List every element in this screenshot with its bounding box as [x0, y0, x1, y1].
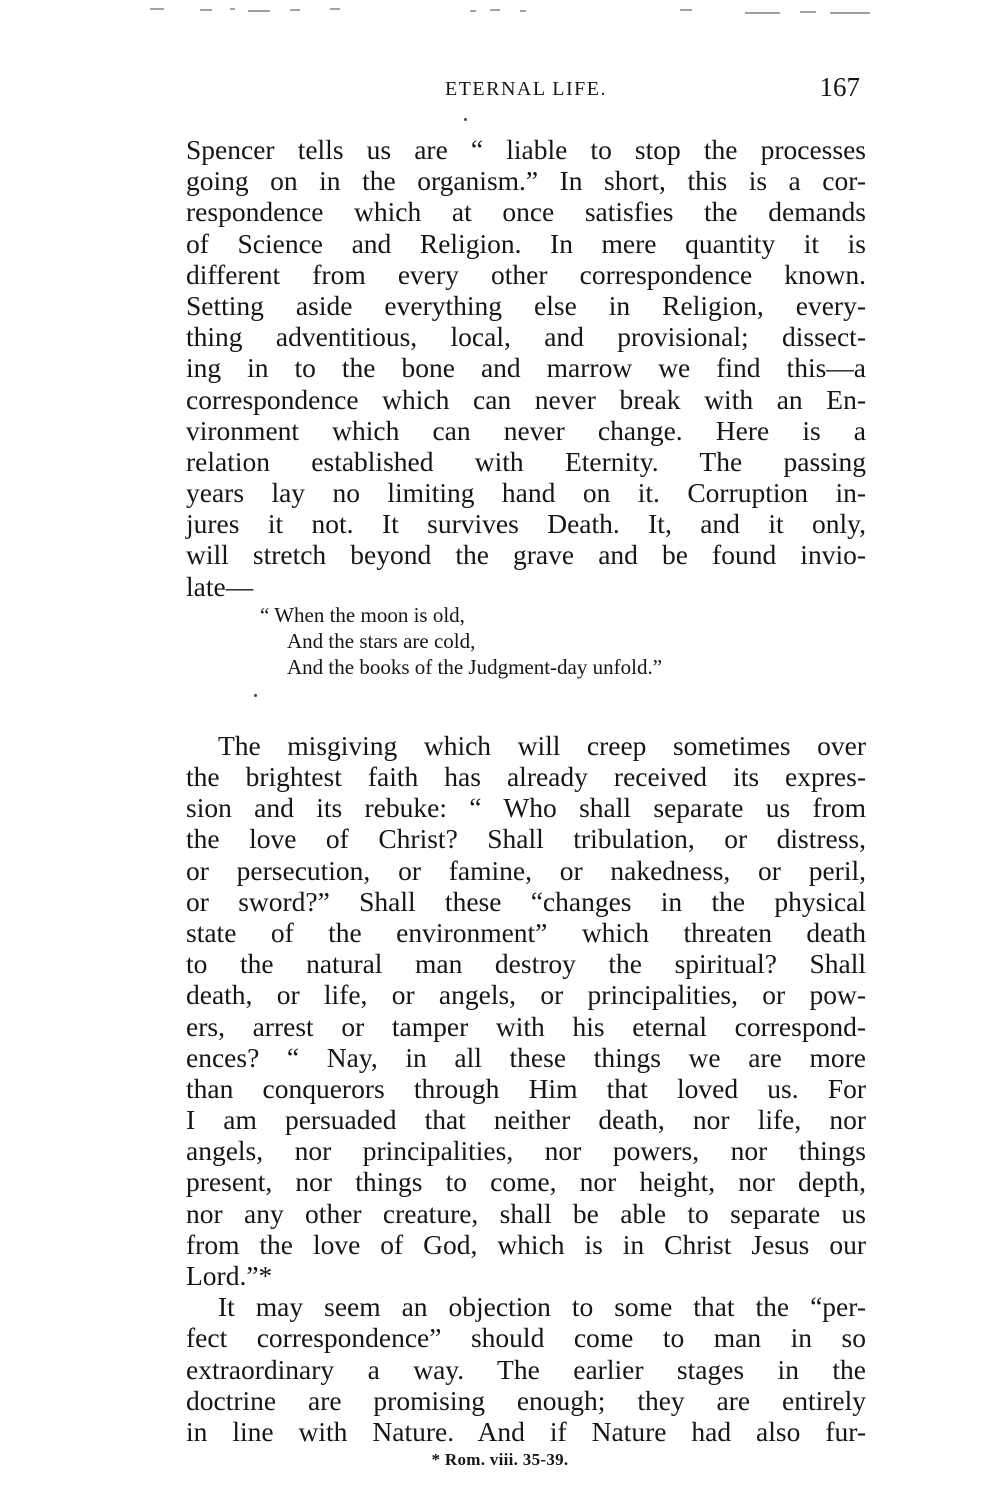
text-line: Lord.”* — [186, 1260, 273, 1291]
body-text — [186, 134, 866, 1447]
text-line: vironment which can never change. Here is a — [186, 414, 866, 446]
text-line: state of the environment” which threaten death — [186, 916, 866, 948]
text-line: late— — [186, 570, 254, 602]
scan-speck — [464, 118, 467, 121]
running-head — [186, 72, 866, 112]
paragraph-3 — [186, 1291, 866, 1447]
text-line: It may seem an objection to some that the “per- — [218, 1291, 866, 1323]
text-line: the love of Christ? Shall tribulation, or distress, — [186, 823, 866, 855]
poem-line: “ When the moon is old, — [260, 602, 465, 627]
text-line: ers, arrest or tamper with his eternal correspond- — [186, 1010, 866, 1042]
text-line: thing adventitious, local, and provisional; dissect- — [186, 321, 866, 353]
text-line: than conquerors through Him that loved us. For — [186, 1072, 866, 1104]
text-line: The misgiving which will creep sometimes over — [218, 729, 866, 761]
poem-line: And the stars are cold, — [287, 628, 476, 653]
text-line: death, or life, or angels, or principalities, or pow- — [186, 979, 866, 1011]
footnote: * Rom. viii. 35-39. — [431, 1450, 569, 1469]
paragraph-2 — [186, 730, 866, 1291]
text-line: of Science and Religion. In mere quantity it is — [186, 227, 866, 259]
poem-line: And the books of the Judgment-day unfold.” — [287, 654, 663, 679]
text-line: relation established with Eternity. The passing — [186, 445, 866, 477]
text-line: different from every other correspondence known. — [186, 258, 866, 290]
text-line: I am persuaded that neither death, nor life, nor — [186, 1104, 866, 1136]
page-number: 167 — [819, 72, 860, 102]
text-line: or persecution, or famine, or nakedness, or peril, — [186, 854, 866, 886]
paragraph-1 — [186, 134, 866, 602]
text-line: respondence which at once satisfies the demands — [186, 196, 866, 228]
text-line: the brightest faith has already received its expres- — [186, 761, 866, 792]
text-line: from the love of God, which is in Christ Jesus our — [186, 1228, 866, 1260]
text-line: Spencer tells us are “ liable to stop the processes — [186, 134, 866, 165]
text-line: going on in the organism.” In short, this is a cor- — [186, 165, 866, 197]
text-line: fect correspondence” should come to man in so — [186, 1322, 866, 1354]
poem-quote — [186, 602, 866, 680]
scan-edge-marks — [140, 6, 880, 16]
text-line: correspondence which can never break with an En- — [186, 383, 866, 415]
text-line: nor any other creature, shall be able to separate us — [186, 1197, 866, 1229]
running-title: ETERNAL LIFE. — [444, 78, 608, 100]
text-line: doctrine are promising enough; they are entirely — [186, 1384, 866, 1416]
text-line: will stretch beyond the grave and be found invio- — [186, 539, 866, 571]
text-line: years lay no limiting hand on it. Corruption in- — [186, 477, 866, 509]
text-line: ences? “ Nay, in all these things we are more — [186, 1041, 866, 1073]
paragraph-spacer — [186, 680, 866, 730]
text-line: to the natural man destroy the spiritual? Shall — [186, 948, 866, 980]
text-line: or sword?” Shall these “changes in the physical — [186, 885, 866, 917]
text-line: sion and its rebuke: “ Who shall separate us from — [186, 792, 866, 824]
text-line: Setting aside everything else in Religion, every- — [186, 289, 866, 321]
text-line: present, nor things to come, nor height, nor depth, — [186, 1166, 866, 1198]
text-line: jures it not. It survives Death. It, and it only, — [186, 508, 866, 540]
text-line: ing in to the bone and marrow we find this—a — [186, 352, 866, 384]
text-line: extraordinary a way. The earlier stages in the — [186, 1353, 866, 1385]
text-line: angels, nor principalities, nor powers, nor things — [186, 1135, 866, 1167]
text-line: in line with Nature. And if Nature had also fur- — [186, 1415, 866, 1447]
